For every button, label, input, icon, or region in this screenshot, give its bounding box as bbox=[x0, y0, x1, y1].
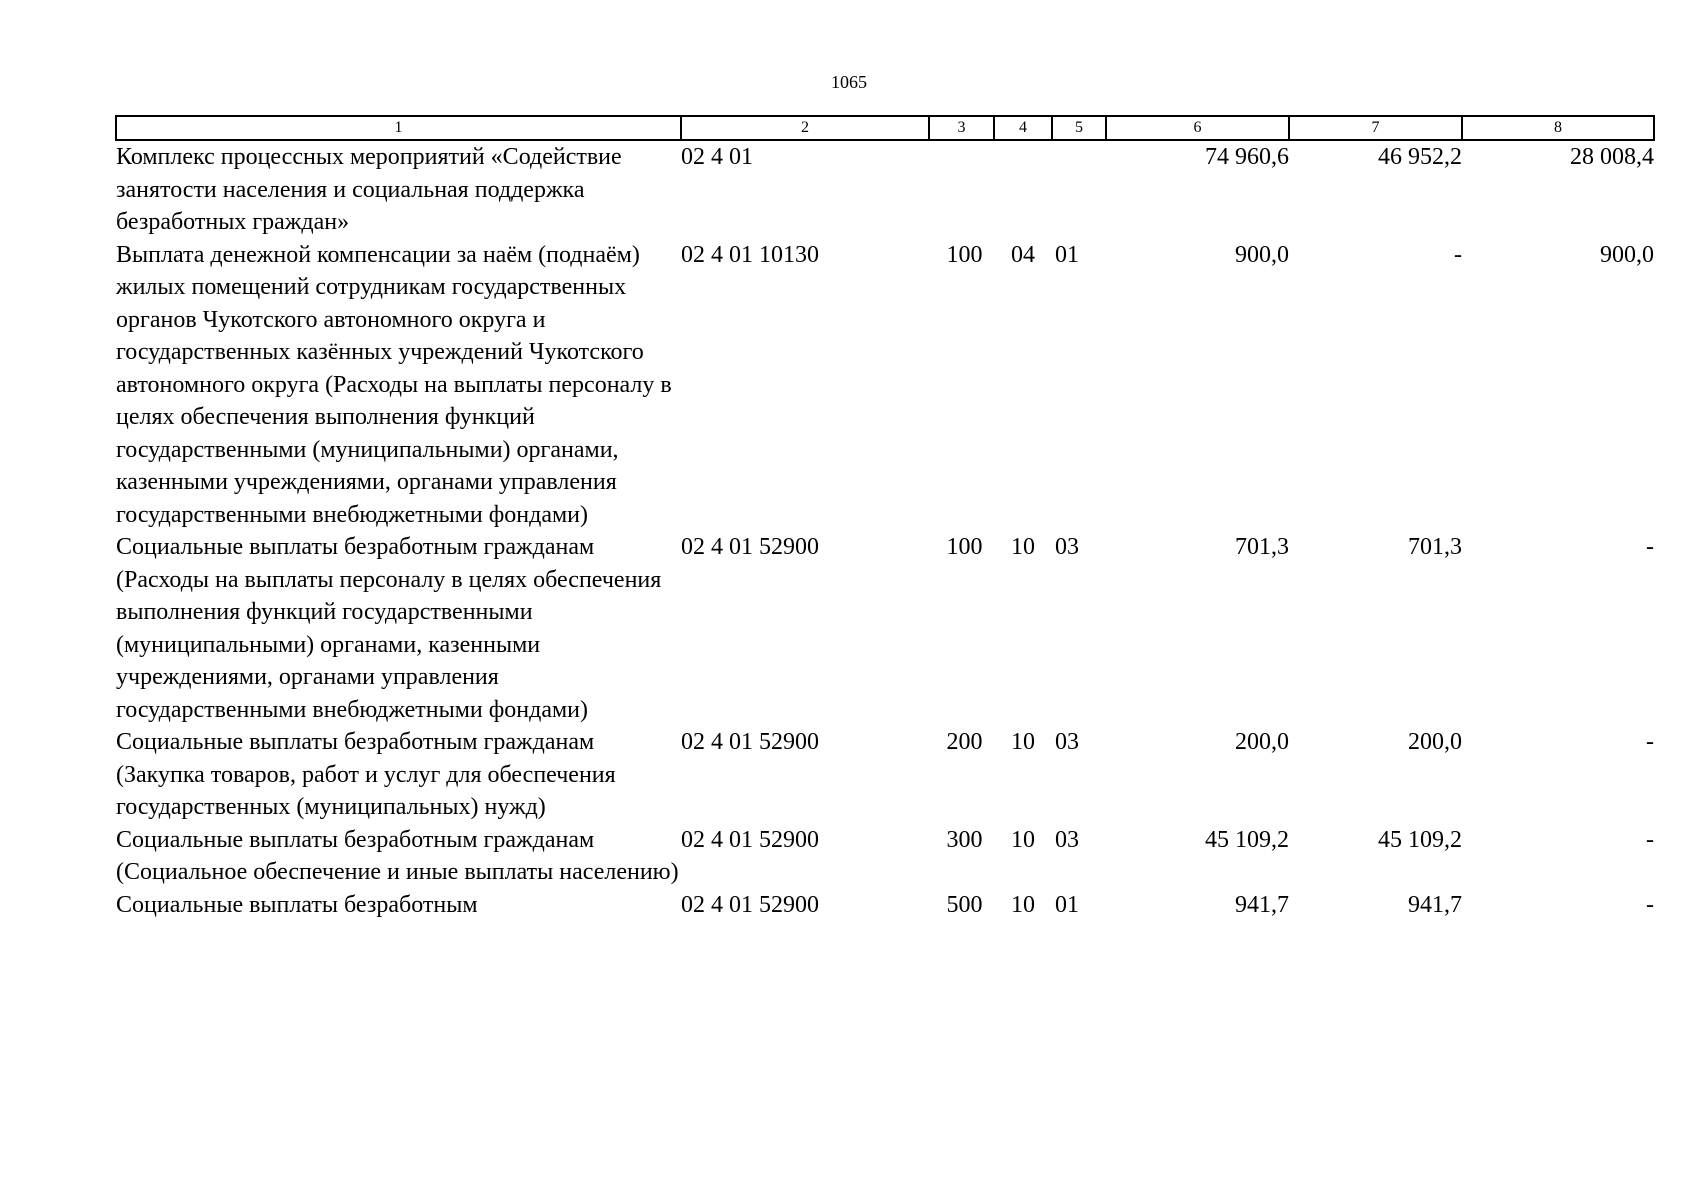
column-header-4: 4 bbox=[994, 116, 1052, 140]
column-header-1: 1 bbox=[116, 116, 681, 140]
table-body bbox=[116, 140, 1654, 921]
row-col-7: - bbox=[1454, 241, 1462, 268]
row-code: 02 4 01 52900 bbox=[681, 891, 819, 918]
row-col-7: 200,0 bbox=[1408, 729, 1462, 755]
column-header-6: 6 bbox=[1106, 116, 1289, 140]
budget-table bbox=[115, 115, 1655, 921]
row-col-4: 04 bbox=[1011, 241, 1035, 268]
row-col-6: 701,3 bbox=[1235, 534, 1289, 560]
row-col-8: - bbox=[1646, 891, 1654, 918]
row-col-6: 900,0 bbox=[1235, 241, 1289, 268]
row-name: Социальные выплаты безработным гражданам (Расходы на выплаты персоналу в целях обеспечения выполнения функций государственными (муниципальными) органами, казенными учреждениями, органами управления государственными внебюджетными фондами) bbox=[116, 534, 662, 723]
table-row bbox=[116, 140, 1654, 239]
table-row bbox=[116, 531, 1654, 726]
row-col-7: 45 109,2 bbox=[1378, 826, 1462, 853]
header-row bbox=[116, 116, 1654, 140]
row-col-5: 01 bbox=[1055, 241, 1079, 268]
row-col-6: 74 960,6 bbox=[1205, 144, 1289, 170]
row-col-7: 941,7 bbox=[1408, 891, 1462, 918]
row-col-6: 200,0 bbox=[1235, 729, 1289, 755]
row-col-3: 100 bbox=[946, 241, 983, 268]
row-col-4 bbox=[994, 140, 1052, 239]
row-col-6: 45 109,2 bbox=[1205, 826, 1289, 853]
row-col-6: 941,7 bbox=[1235, 891, 1289, 918]
column-header-7: 7 bbox=[1289, 116, 1462, 140]
row-name: Социальные выплаты безработным гражданам (Закупка товаров, работ и услуг для обеспечения государственных (муниципальных) нужд) bbox=[116, 729, 616, 820]
row-col-3 bbox=[929, 140, 994, 239]
column-header-3: 3 bbox=[929, 116, 994, 140]
row-col-5: 03 bbox=[1055, 729, 1079, 755]
row-col-3: 500 bbox=[946, 891, 983, 918]
row-code: 02 4 01 10130 bbox=[681, 241, 819, 268]
column-header-5: 5 bbox=[1052, 116, 1106, 140]
page-number: 1065 bbox=[831, 72, 867, 92]
table-row bbox=[116, 239, 1654, 532]
table-header bbox=[116, 116, 1654, 140]
row-code: 02 4 01 bbox=[681, 144, 753, 170]
row-col-8: - bbox=[1646, 729, 1654, 755]
row-col-3: 200 bbox=[946, 729, 983, 755]
row-col-5: 01 bbox=[1055, 891, 1079, 918]
row-name: Социальные выплаты безработным гражданам (Социальное обеспечение и иные выплаты населению) bbox=[116, 826, 679, 885]
row-col-8: 28 008,4 bbox=[1570, 144, 1654, 170]
row-name: Комплекс процессных мероприятий «Содействие занятости населения и социальная поддержка безработных граждан» bbox=[116, 144, 622, 235]
row-code: 02 4 01 52900 bbox=[681, 534, 819, 560]
table-row bbox=[116, 889, 1654, 922]
row-col-7: 701,3 bbox=[1408, 534, 1462, 560]
row-col-7: 46 952,2 bbox=[1378, 144, 1462, 170]
row-col-5: 03 bbox=[1055, 534, 1079, 560]
row-col-4: 10 bbox=[1011, 891, 1035, 918]
row-name: Социальные выплаты безработным bbox=[116, 891, 478, 918]
column-header-8: 8 bbox=[1462, 116, 1654, 140]
row-col-5: 03 bbox=[1055, 826, 1079, 853]
row-col-4: 10 bbox=[1011, 534, 1035, 560]
row-col-8: - bbox=[1646, 826, 1654, 853]
row-col-8: - bbox=[1646, 534, 1654, 560]
row-col-3: 100 bbox=[946, 534, 983, 560]
row-name: Выплата денежной компенсации за наём (поднаём) жилых помещений сотрудникам государственных органов Чукотского автономного округа и государственных казённых учреждений Чукотского автономного округа (Расходы на выплаты персоналу в целях обеспечения выполнения функций государственными (муниципальными) органами, казенными учреждениями, органами управления государственными внебюджетными фондами) bbox=[116, 241, 672, 528]
row-col-5 bbox=[1052, 140, 1106, 239]
table-row bbox=[116, 726, 1654, 824]
row-col-4: 10 bbox=[1011, 729, 1035, 755]
column-header-2: 2 bbox=[681, 116, 929, 140]
row-col-8: 900,0 bbox=[1600, 241, 1654, 268]
row-col-3: 300 bbox=[946, 826, 983, 853]
row-col-4: 10 bbox=[1011, 826, 1035, 853]
row-code: 02 4 01 52900 bbox=[681, 826, 819, 853]
row-code: 02 4 01 52900 bbox=[681, 729, 819, 755]
table-row bbox=[116, 824, 1654, 889]
